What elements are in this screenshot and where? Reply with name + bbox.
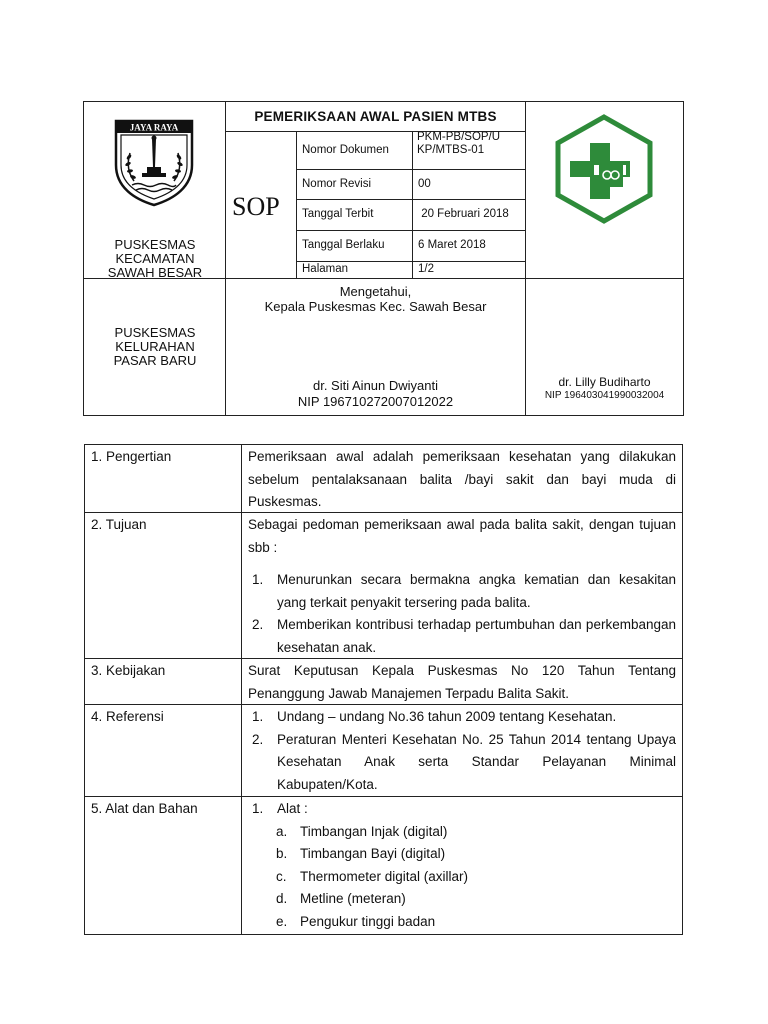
section-label-alat-bahan: 5. Alat dan Bahan xyxy=(91,801,198,816)
list-item-number: 2. xyxy=(252,617,264,632)
row-pengertian xyxy=(84,442,683,512)
section-body-tujuan xyxy=(248,514,676,659)
signer-left-name: dr. Siti Ainun Dwiyanti xyxy=(312,378,438,393)
list-item-number: 2. xyxy=(252,731,264,747)
list-item-number: 1. xyxy=(252,572,264,587)
field-value-tanggal-terbit: 20 Februari 2018 xyxy=(418,208,509,220)
list-item-text: Peraturan Menteri Kesehatan No. 25 Tahun 2014 tentang Upaya Kesehatan Anak serta Standar Pelayanan Minimal Kabupaten/Kota. xyxy=(277,731,676,792)
list-item-text: Memberikan kontribusi terhadap pertumbuhan dan perkembangan kesehatan anak. xyxy=(277,617,676,655)
sub-list-item xyxy=(248,843,676,866)
field-value-tanggal-berlaku: 6 Maret 2018 xyxy=(418,239,486,251)
row-referensi xyxy=(84,702,683,796)
row-tujuan xyxy=(84,510,683,658)
list-item xyxy=(248,569,676,614)
sub-list-item-letter: d. xyxy=(276,891,288,906)
signer-right-name: dr. Lilly Budiharto xyxy=(558,375,651,389)
row-kebijakan xyxy=(84,656,683,704)
section-label-referensi: 4. Referensi xyxy=(91,709,164,724)
sub-list-item-text: Timbangan Injak (digital) xyxy=(300,823,448,839)
sub-list-item xyxy=(248,866,676,889)
sub-list-item xyxy=(248,821,676,844)
list-item-text: Alat : xyxy=(277,801,308,816)
section-body-alat-bahan xyxy=(248,798,676,933)
section-text-pengertian: Pemeriksaan awal adalah pemeriksaan kesehatan yang dilakukan sebelum pentalaksanaan balita /bayi sakit dan bayi muda di Puskesmas. xyxy=(248,449,676,509)
emblem-text: JAYA RAYA xyxy=(129,122,179,133)
field-value-nomor-dokumen: PKM-PB/SOP/UKP/MTBS-01 xyxy=(417,131,501,156)
list-item xyxy=(248,798,676,821)
sub-list-item-letter: e. xyxy=(276,913,288,929)
signer-left-nip: NIP 196710272007012022 xyxy=(297,394,454,409)
section-label-kebijakan: 3. Kebijakan xyxy=(91,663,166,678)
jaya-raya-emblem xyxy=(112,119,196,207)
list-item-text: Menurunkan secara bermakna angka kematian dan kesakitan yang terkait penyakit tersering pada balita. xyxy=(277,572,676,610)
sub-list-item-text: Pengukur tinggi badan xyxy=(300,913,436,929)
sub-list-item xyxy=(248,888,676,911)
field-label-nomor-dokumen: Nomor Dokumen xyxy=(302,144,389,156)
list-item-text: Undang – undang No.36 tahun 2009 tentang Kesehatan. xyxy=(277,709,617,724)
org-name-kelurahan: PUSKESMAS KELURAHAN PASAR BARU xyxy=(113,325,197,368)
list-item-number: 1. xyxy=(252,709,264,724)
list-item xyxy=(248,729,676,797)
list-item xyxy=(248,706,676,729)
sub-list-item xyxy=(248,911,676,934)
field-label-halaman: Halaman xyxy=(302,263,349,275)
list-item xyxy=(248,614,676,659)
sub-list-item-letter: a. xyxy=(276,823,288,839)
section-text-kebijakan: Surat Keputusan Kepala Puskesmas No 120 Tahun Tentang Penanggung Jawab Manajemen Terpadu Balita Sakit. xyxy=(248,663,676,701)
field-label-tanggal-terbit: Tanggal Terbit xyxy=(302,208,374,220)
list-item-number: 1. xyxy=(252,801,264,816)
sop-label: SOP xyxy=(232,192,280,221)
row-alat-bahan xyxy=(84,794,683,934)
sub-list-item-letter: c. xyxy=(276,868,287,884)
section-body-referensi xyxy=(248,706,676,796)
field-value-halaman: 1/2 xyxy=(418,263,434,275)
field-value-nomor-revisi: 00 xyxy=(418,178,431,190)
page-title: PEMERIKSAAN AWAL PASIEN MTBS xyxy=(254,109,497,124)
kepala-puskesmas-text: Kepala Puskesmas Kec. Sawah Besar xyxy=(264,299,487,314)
sub-list-item-text: Metline (meteran) xyxy=(300,891,406,906)
sub-list-item-text: Timbangan Bayi (digital) xyxy=(300,846,446,861)
field-label-tanggal-berlaku: Tanggal Berlaku xyxy=(302,239,385,251)
section-label-tujuan: 2. Tujuan xyxy=(91,517,147,532)
mengetahui-text: Mengetahui, xyxy=(339,284,412,299)
section-label-pengertian: 1. Pengertian xyxy=(91,449,172,464)
tujuan-intro: Sebagai pedoman pemeriksaan awal pada balita sakit, dengan tujuan sbb : xyxy=(248,517,676,555)
sub-list-item-text: Thermometer digital (axillar) xyxy=(300,868,469,884)
puskesmas-logo xyxy=(553,113,655,225)
org-name-kecamatan: PUSKESMAS KECAMATAN SAWAH BESAR xyxy=(107,237,203,280)
field-label-nomor-revisi: Nomor Revisi xyxy=(302,178,372,190)
signer-right-nip: NIP 196403041990032004 xyxy=(544,390,665,401)
sub-list-item-letter: b. xyxy=(276,846,288,861)
